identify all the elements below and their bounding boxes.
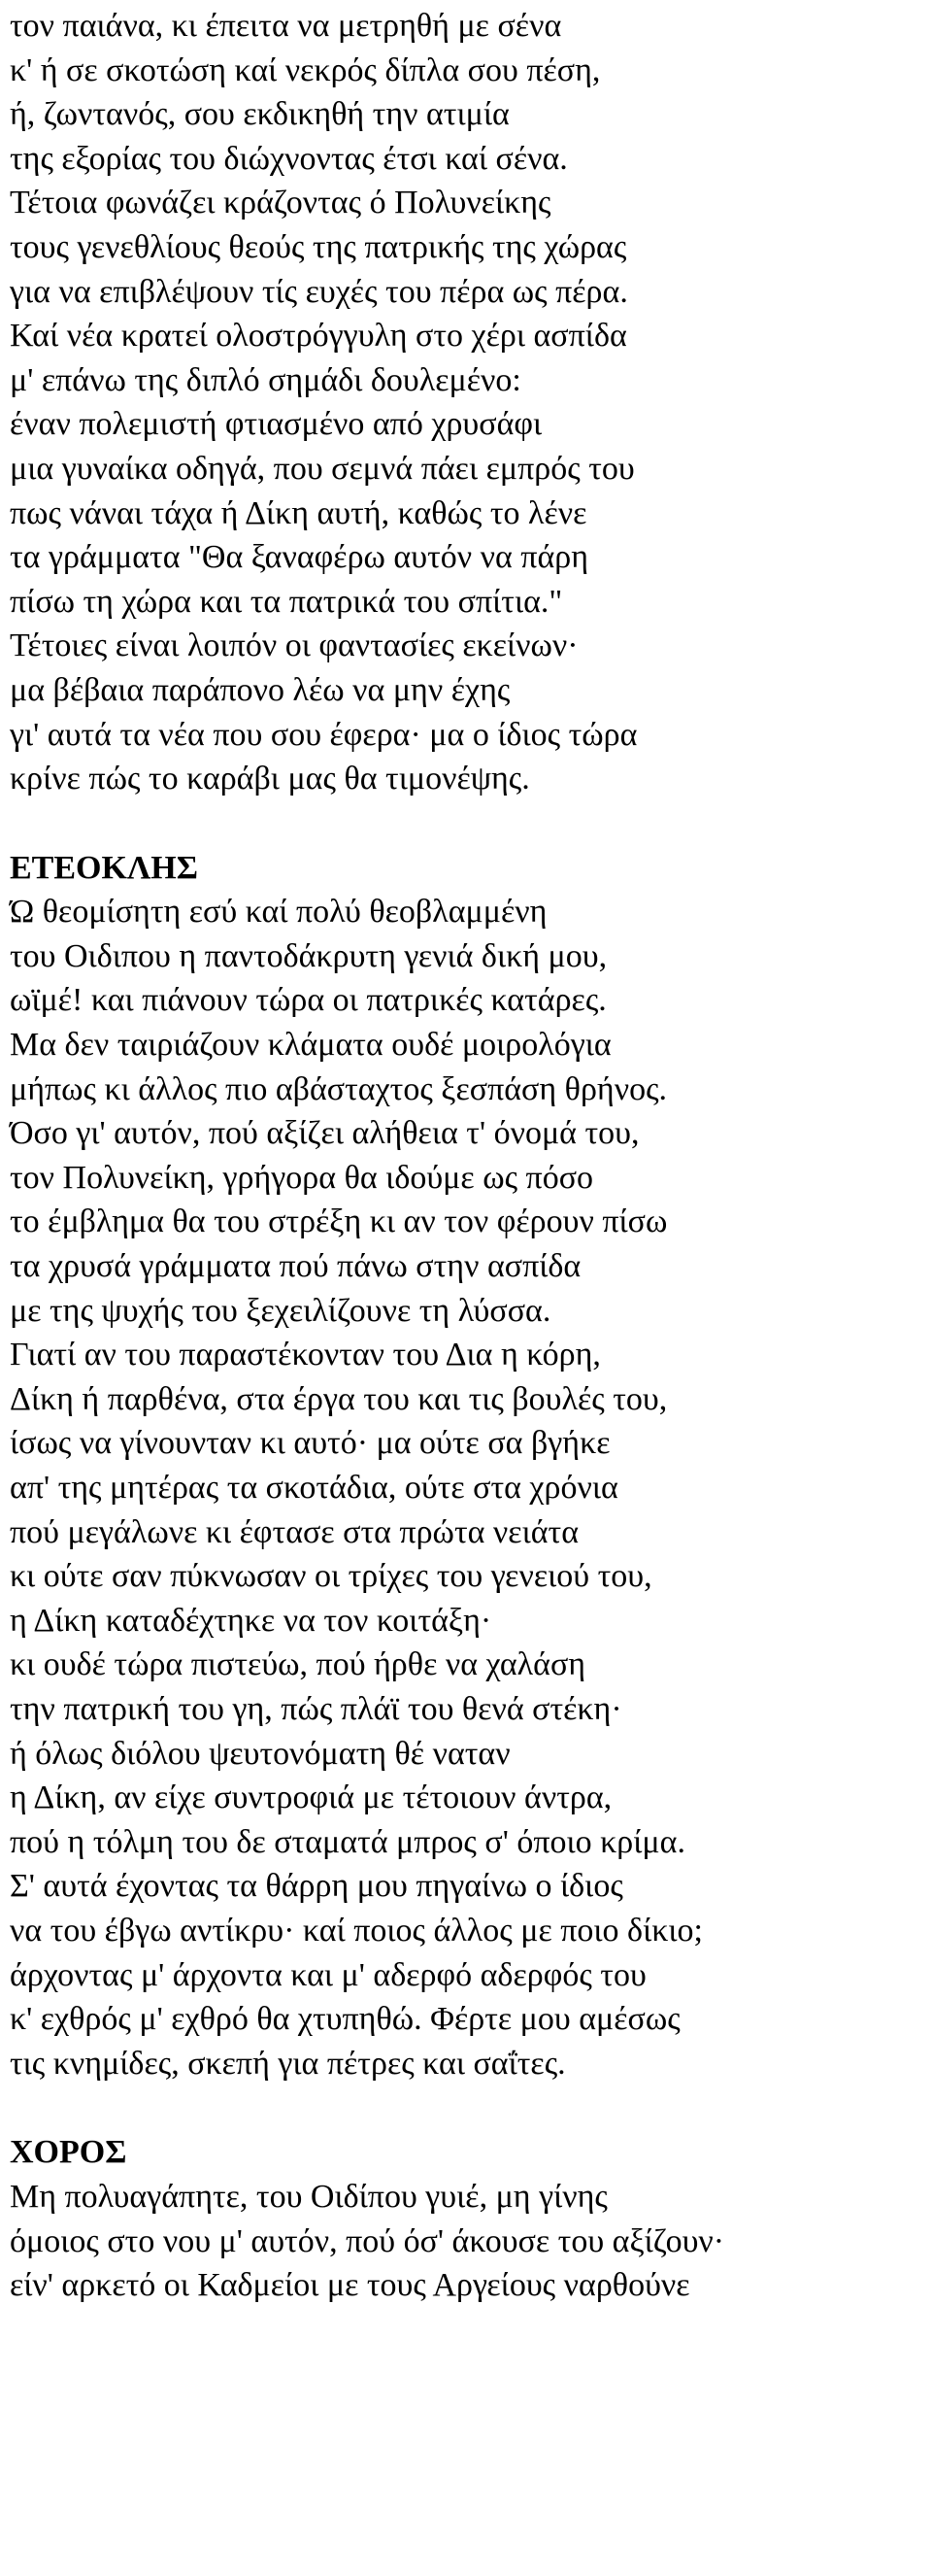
stanza-gap — [10, 801, 932, 846]
verse-line: μια γυναίκα οδηγά, που σεμνά πάει εμπρός του — [10, 450, 635, 487]
verse-line: κ' ή σε σκοτώση καί νεκρός δίπλα σου πέση, — [10, 51, 601, 88]
verse-line: της εξορίας του διώχνοντας έτσι καί σένα. — [10, 140, 568, 177]
verse-line: Μα δεν ταιριάζουν κλάματα ουδέ μοιρολόγια — [10, 1027, 612, 1064]
verse-line: κι ούτε σαν πύκνωσαν οι τρίχες του γενειού του, — [10, 1558, 652, 1595]
verse-line: πού η τόλμη του δε σταματά μπρος σ' όποιο κρίμα. — [10, 1823, 685, 1860]
verse-line: όμοιος στο νου μ' αυτόν, πού όσ' άκουσε του αξίζουν· — [10, 2222, 725, 2259]
verse-line: απ' της μητέρας τα σκοτάδια, ούτε στα χρόνια — [10, 1470, 618, 1506]
verse-line: να του έβγω αντίκρυ· καί ποιος άλλος με ποιο δίκιο; — [10, 1912, 703, 1949]
verse-line: Καί νέα κρατεί ολοστρόγγυλη στο χέρι ασπίδα — [10, 318, 627, 355]
verse-line: τις κνημίδες, σκεπή για πέτρες και σαΐτες. — [10, 2045, 566, 2082]
verse-line: την πατρική του γη, πώς πλάϊ του θενά στέκη· — [10, 1690, 622, 1727]
verse-line: ή όλως διόλου ψευτονόματη θέ ναταν — [10, 1735, 511, 1772]
verse-line: η Δίκη, αν είχε συντροφιά με τέτοιουν άντρα, — [10, 1779, 613, 1816]
verse-line: μ' επάνω της διπλό σημάδι δουλεμένο: — [10, 361, 521, 398]
speaker-name: ΕΤΕΟΚΛΗΣ — [10, 849, 198, 886]
verse-line: Μη πολυαγάπητε, του Οιδίπου γυιέ, μη γίνης — [10, 2178, 608, 2215]
verse-line: τα χρυσά γράμματα πού πάνω στην ασπίδα — [10, 1248, 582, 1285]
verse-line: τους γενεθλίους θεούς της πατρικής της χώρας — [10, 228, 627, 265]
verse-line: πως νάναι τάχα ή Δίκη αυτή, καθώς το λένε — [10, 494, 587, 531]
verse-line: τα γράμματα "Θα ξαναφέρω αυτόν να πάρη — [10, 539, 589, 576]
verse-line: ίσως να γίνουνταν κι αυτό· μα ούτε σα βγήκε — [10, 1425, 611, 1462]
verse-line: του Οιδιπου η παντοδάκρυτη γενιά δική μου, — [10, 937, 608, 974]
verse-line: τον παιάνα, κι έπειτα να μετρηθή με σένα — [10, 8, 562, 44]
verse-line: κρίνε πώς το καράβι μας θα τιμονέψης. — [10, 761, 530, 797]
verse-line: το έμβλημα θα του στρέξη κι αν τον φέρουν πίσω — [10, 1203, 668, 1240]
verse-line: Σ' αυτά έχοντας τα θάρρη μου πηγαίνω ο ίδιος — [10, 1868, 623, 1905]
verse-line: τον Πολυνείκη, γρήγορα θα ιδούμε ως πόσο — [10, 1159, 594, 1196]
verse-line: κι ουδέ τώρα πιστεύω, πού ήρθε να χαλάση — [10, 1646, 586, 1683]
speaker-name: ΧΟΡΟΣ — [10, 2134, 127, 2171]
verse-line: Ώ θεομίσητη εσύ καί πολύ θεοβλαμμένη — [10, 894, 548, 931]
verse-line: μα βέβαια παράπονο λέω να μην έχης — [10, 671, 511, 708]
stanza-gap — [10, 2085, 932, 2130]
verse-line: άρχοντας μ' άρχοντα και μ' αδερφό αδερφός του — [10, 1956, 647, 1993]
speech-block-eteokles — [10, 846, 932, 2086]
verse-line: για να επιβλέψουν τίς ευχές του πέρα ως πέρα. — [10, 273, 628, 310]
verse-line: κ' εχθρός μ' εχθρό θα χτυπηθώ. Φέρτε μου αμέσως — [10, 2001, 681, 2038]
verse-line: πίσω τη χώρα και τα πατρικά του σπίτια." — [10, 583, 563, 620]
verse-line: Γιατί αν του παραστέκονταν του Δια η κόρη, — [10, 1337, 601, 1373]
verse-line: Τέτοιες είναι λοιπόν οι φαντασίες εκείνων· — [10, 627, 579, 664]
verse-line: με της ψυχής του ξεχειλίζουνε τη λύσσα. — [10, 1292, 551, 1329]
verse-line: είν' αρκετό οι Καδμείοι με τους Αργείους ναρθούνε — [10, 2267, 690, 2304]
verse-line: μήπως κι άλλος πιο αβάσταχτος ξεσπάση θρήνος. — [10, 1070, 668, 1107]
verse-line: ωϊμέ! και πιάνουν τώρα οι πατρικές κατάρες. — [10, 982, 607, 1019]
verse-line: Όσο γι' αυτόν, πού αξίζει αλήθεια τ' όνομά του, — [10, 1115, 640, 1152]
verse-line: πού μεγάλωνε κι έφτασε στα πρώτα νειάτα — [10, 1513, 580, 1550]
verse-line: ή, ζωντανός, σου εκδικηθή την ατιμία — [10, 96, 510, 133]
verse-line: η Δίκη καταδέχτηκε να τον κοιτάξη· — [10, 1602, 492, 1639]
verse-line: έναν πολεμιστή φτιασμένο από χρυσάφι — [10, 406, 543, 443]
speech-block-chorus — [10, 2130, 932, 2307]
verse-line: γι' αυτά τα νέα που σου έφερα· μα ο ίδιος τώρα — [10, 716, 638, 753]
verse-line: Τέτοια φωνάζει κράζοντας ό Πολυνείκης — [10, 185, 551, 221]
verse-line: Δίκη ή παρθένα, στα έργα του και τις βουλές του, — [10, 1380, 668, 1417]
narrative-block — [10, 4, 932, 801]
